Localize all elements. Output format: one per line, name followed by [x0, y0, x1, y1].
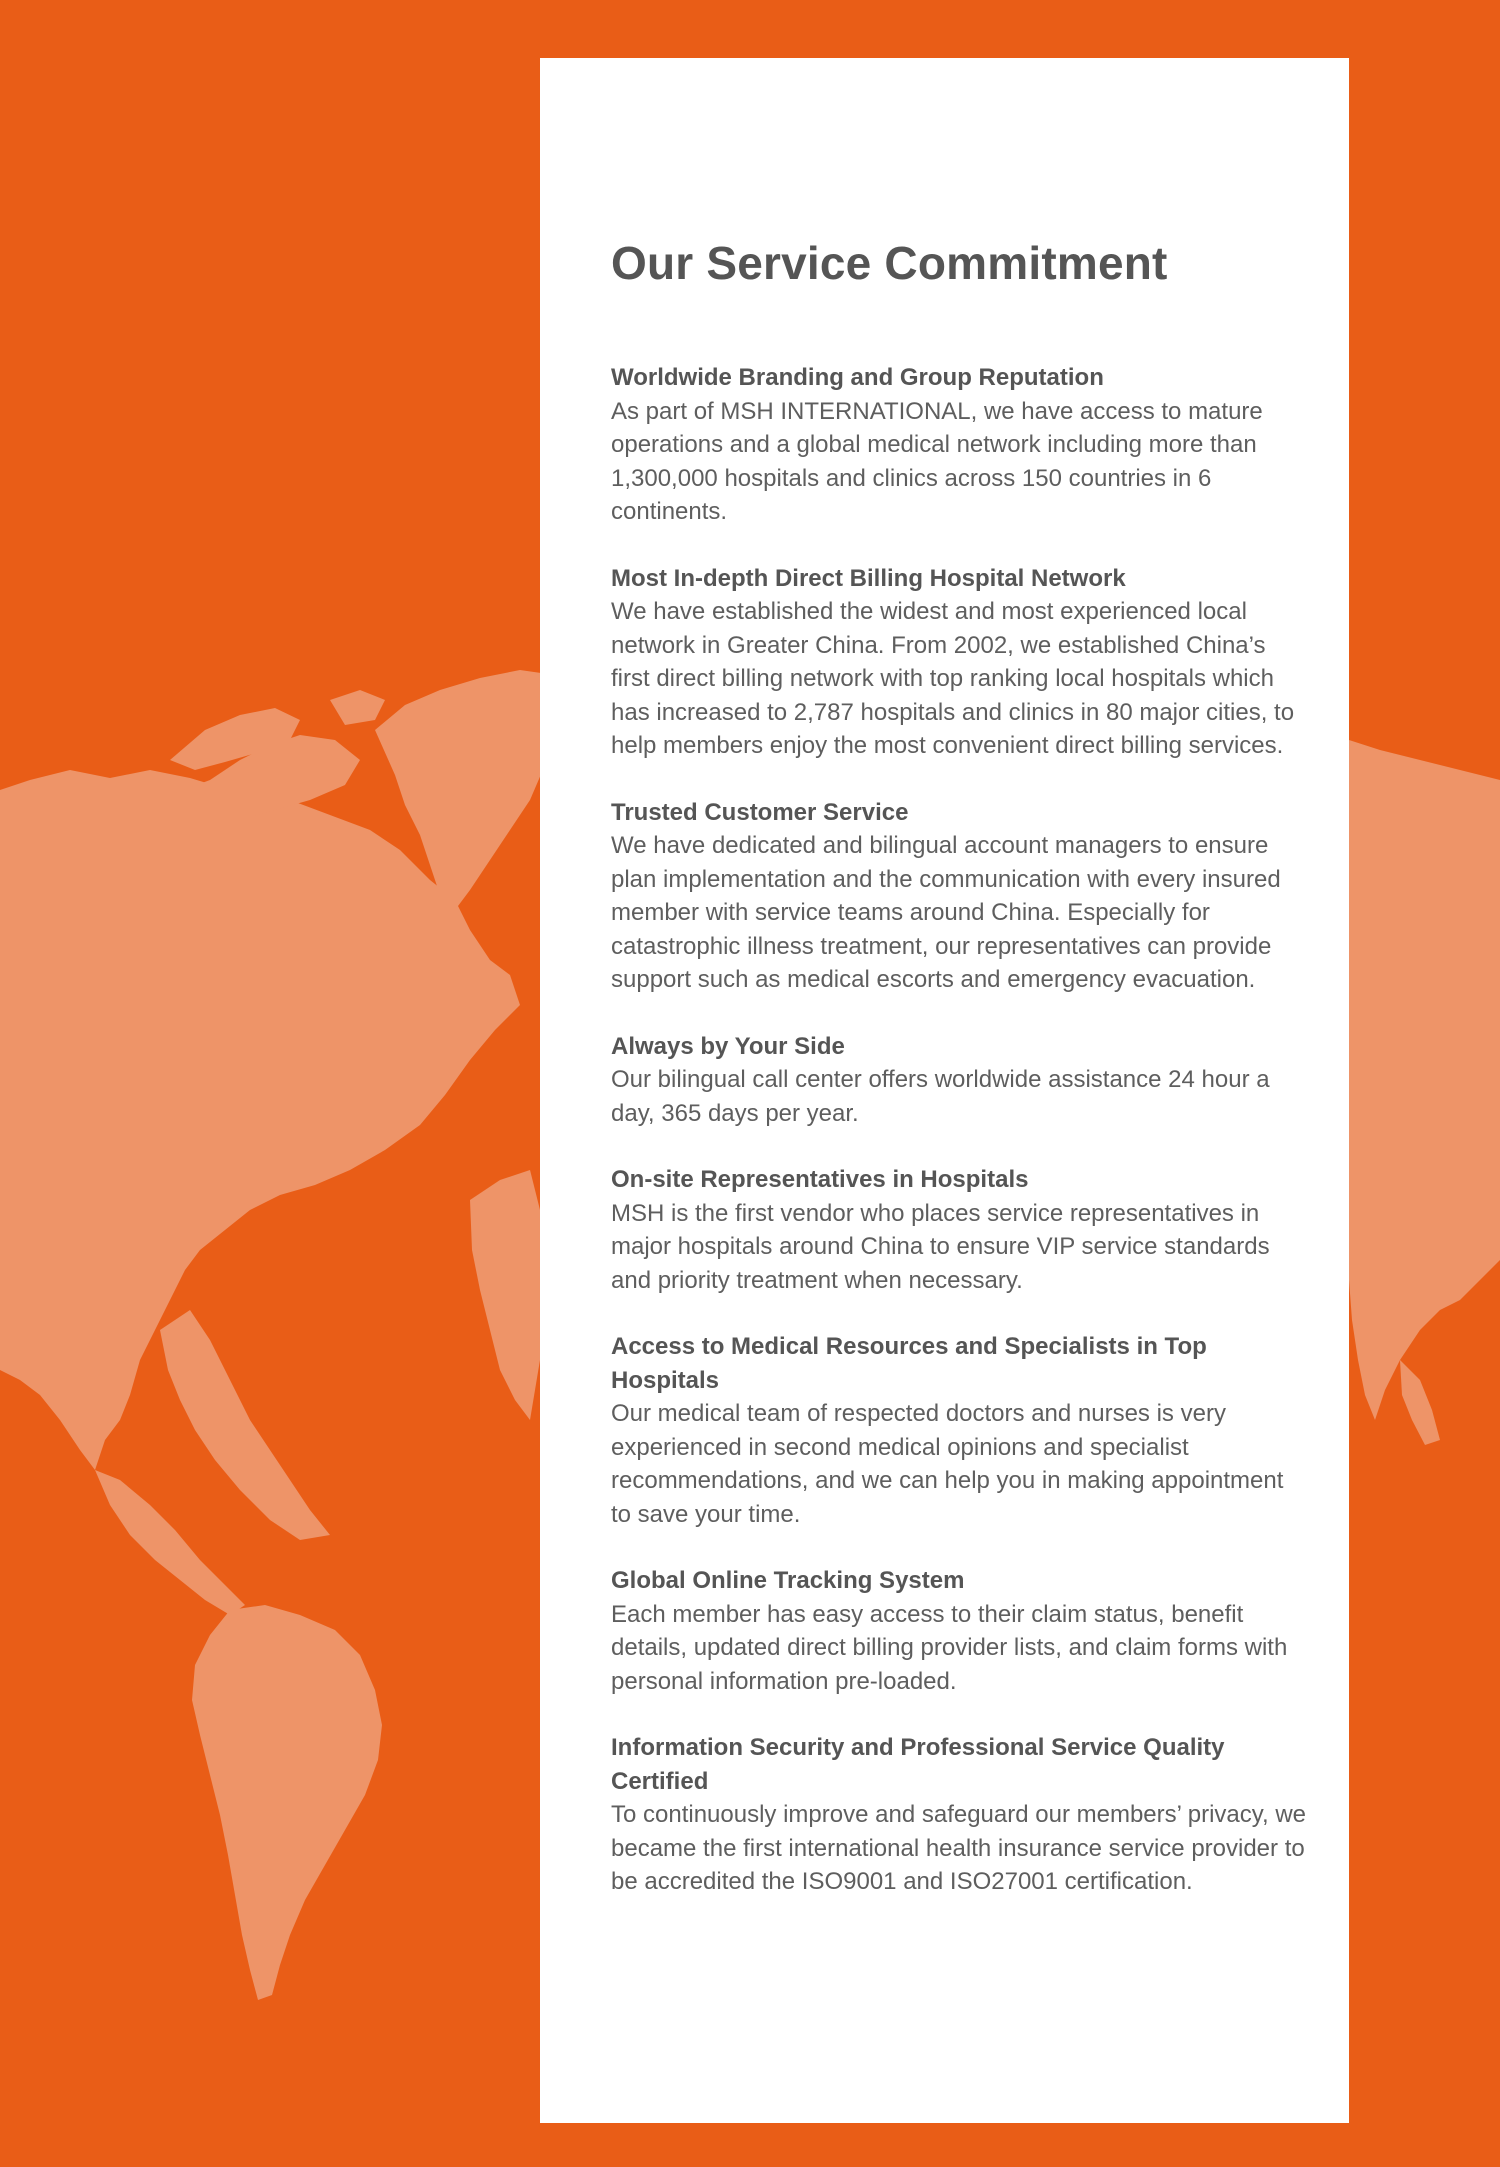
section-always-by-your-side	[611, 1030, 1309, 1131]
section-onsite-representatives	[611, 1163, 1309, 1297]
section-heading: On-site Representatives in Hospitals	[611, 1166, 1029, 1194]
section-heading: Global Online Tracking System	[611, 1567, 965, 1595]
section-body: To continuously improve and safeguard our members’ privacy, we became the first international health insurance service provider to be accredited the ISO9001 and ISO27001 certification.	[611, 1801, 1306, 1896]
section-body: We have dedicated and bilingual account managers to ensure plan implementation and the communication with every insured member with service teams around China. Especially for catastrophic illness treatment, our representatives can provide support such as medical escorts and emergency evacuation.	[611, 832, 1281, 994]
content-card	[540, 58, 1349, 2123]
section-heading: Worldwide Branding and Group Reputation	[611, 364, 1104, 392]
asia-right-edge	[1349, 740, 1500, 1420]
section-heading: Access to Medical Resources and Specialists in Top Hospitals	[611, 1333, 1207, 1394]
section-body: Each member has easy access to their claim status, benefit details, updated direct billing provider lists, and claim forms with personal information pre-loaded.	[611, 1600, 1288, 1695]
section-body: We have established the widest and most experienced local network in Greater China. From 2002, we established China’s first direct billing network with top ranking local hospitals which has increased to 2,787 hospitals and clinics in 80 major cities, to help members enjoy the most convenient direct billing services.	[611, 598, 1295, 760]
section-information-security	[611, 1731, 1309, 1899]
section-heading: Information Security and Professional Service Quality Certified	[611, 1734, 1225, 1795]
section-online-tracking	[611, 1564, 1309, 1698]
section-body: Our medical team of respected doctors and nurses is very experienced in second medical opinions and specialist recommendations, and we can help you in making appointment to save your time.	[611, 1400, 1284, 1528]
section-body: As part of MSH INTERNATIONAL, we have access to mature operations and a global medical network including more than 1,300,000 hospitals and clinics across 150 countries in 6 continents.	[611, 397, 1263, 526]
section-body: MSH is the first vendor who places service representatives in major hospitals around China to ensure VIP service standards and priority treatment when necessary.	[611, 1199, 1270, 1294]
section-direct-billing	[611, 562, 1309, 763]
section-body: Our bilingual call center offers worldwide assistance 24 hour a day, 365 days per year.	[611, 1066, 1270, 1127]
arctic-island-small	[330, 690, 385, 725]
section-heading: Trusted Customer Service	[611, 798, 909, 826]
central-america	[95, 1470, 245, 1615]
west-africa-edge	[470, 1170, 540, 1420]
south-america	[192, 1605, 382, 2000]
section-heading: Always by Your Side	[611, 1032, 845, 1060]
section-heading: Most In-depth Direct Billing Hospital Network	[611, 564, 1126, 592]
section-branding	[611, 361, 1309, 529]
southeast-asia-peninsula	[1400, 1360, 1440, 1445]
section-customer-service	[611, 796, 1309, 997]
north-america-east-coast	[160, 1310, 330, 1540]
section-medical-resources	[611, 1330, 1309, 1531]
page-title: Our Service Commitment	[611, 237, 1168, 289]
